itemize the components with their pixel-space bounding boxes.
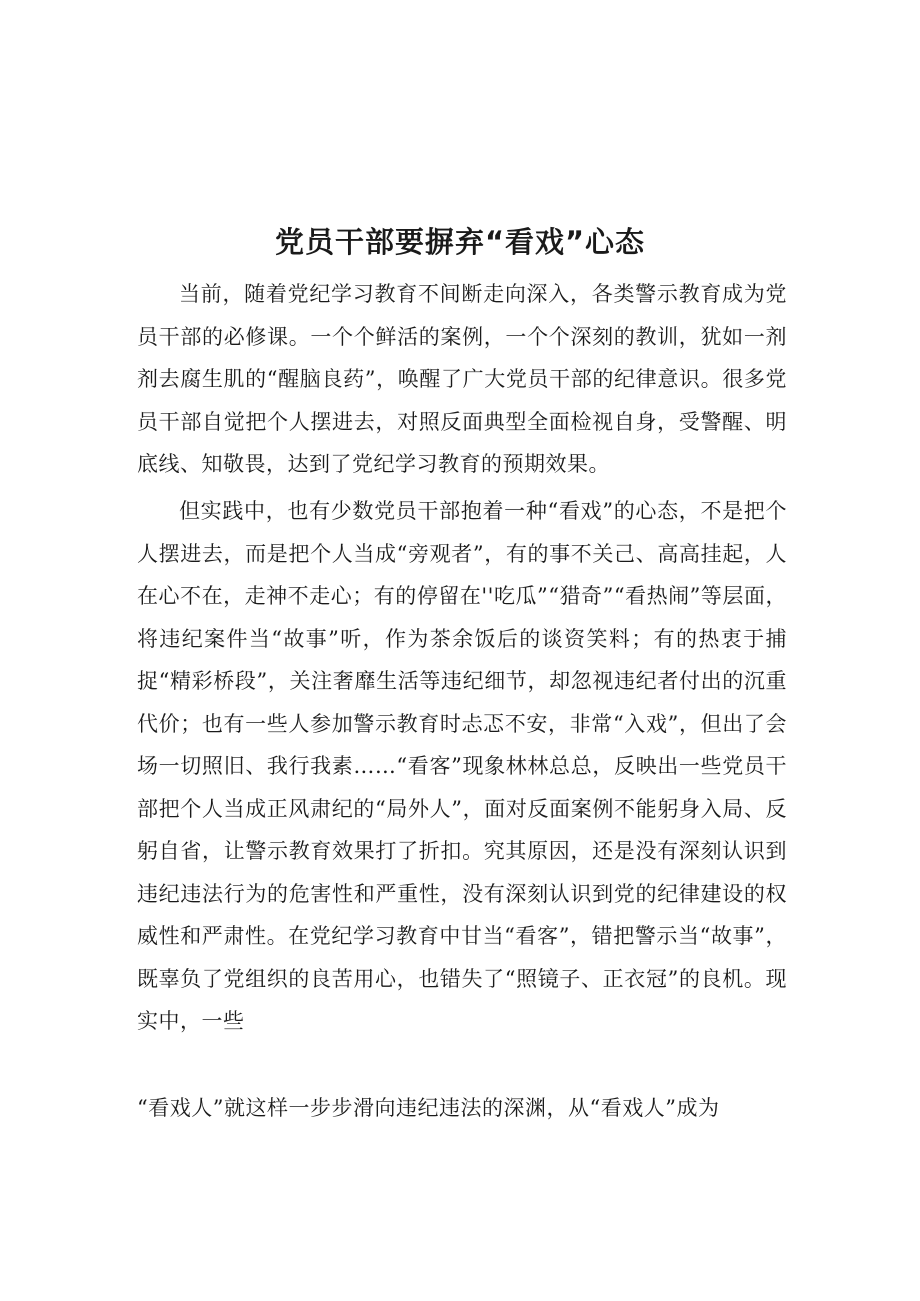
paragraph-3: “看戏人”就这样一步步滑向违纪违法的深渊，从“看戏人”成为 [137, 1096, 720, 1120]
paragraph-1: 当前，随着党纪学习教育不间断走向深入，各类警示教育成为党员干部的必修课。一个个鲜活的案例，一个个深刻的教训，犹如一剂剂去腐生肌的“醒脑良药”，唤醒了广大党员干部的纪律意识。很多党员干部自觉把个人摆进去，对照反面典型全面检视自身，受警醒、明底线、知敬畏，达到了党纪学习教育的预期效果。 [137, 282, 787, 476]
paragraph-2: 但实践中，也有少数党员干部抱着一种“看戏”的心态，不是把个人摆进去，而是把个人当成“旁观者”，有的事不关己、高高挂起，人在心不在，走神不走心；有的停留在''吃瓜”“猎奇”“看热闹”等层面，将违纪案件当“故事”听，作为茶余饭后的谈资笑料；有的热衷于捕捉“精彩桥段”，关注奢靡生活等违纪细节，却忽视违纪者付出的沉重代价；也有一些人参加警示教育时忐忑不安，非常“入戏”，但出了会场一切照旧、我行我素……“看客”现象林林总总，反映出一些党员干部把个人当成正风肃纪的“局外人”，面对反面案例不能躬身入局、反躬自省，让警示教育效果打了折扣。究其原因，还是没有深刻认识到违纪违法行为的危害性和严重性，没有深刻认识到党的纪律建设的权威性和严肃性。在党纪学习教育中甘当“看客”，错把警示当“故事”，既辜负了党组织的良苦用心，也错失了“照镜子、正衣冠”的良机。现实中，一些 [137, 499, 787, 1033]
document-title: 党员干部要摒弃“看戏”心态 [274, 225, 646, 259]
